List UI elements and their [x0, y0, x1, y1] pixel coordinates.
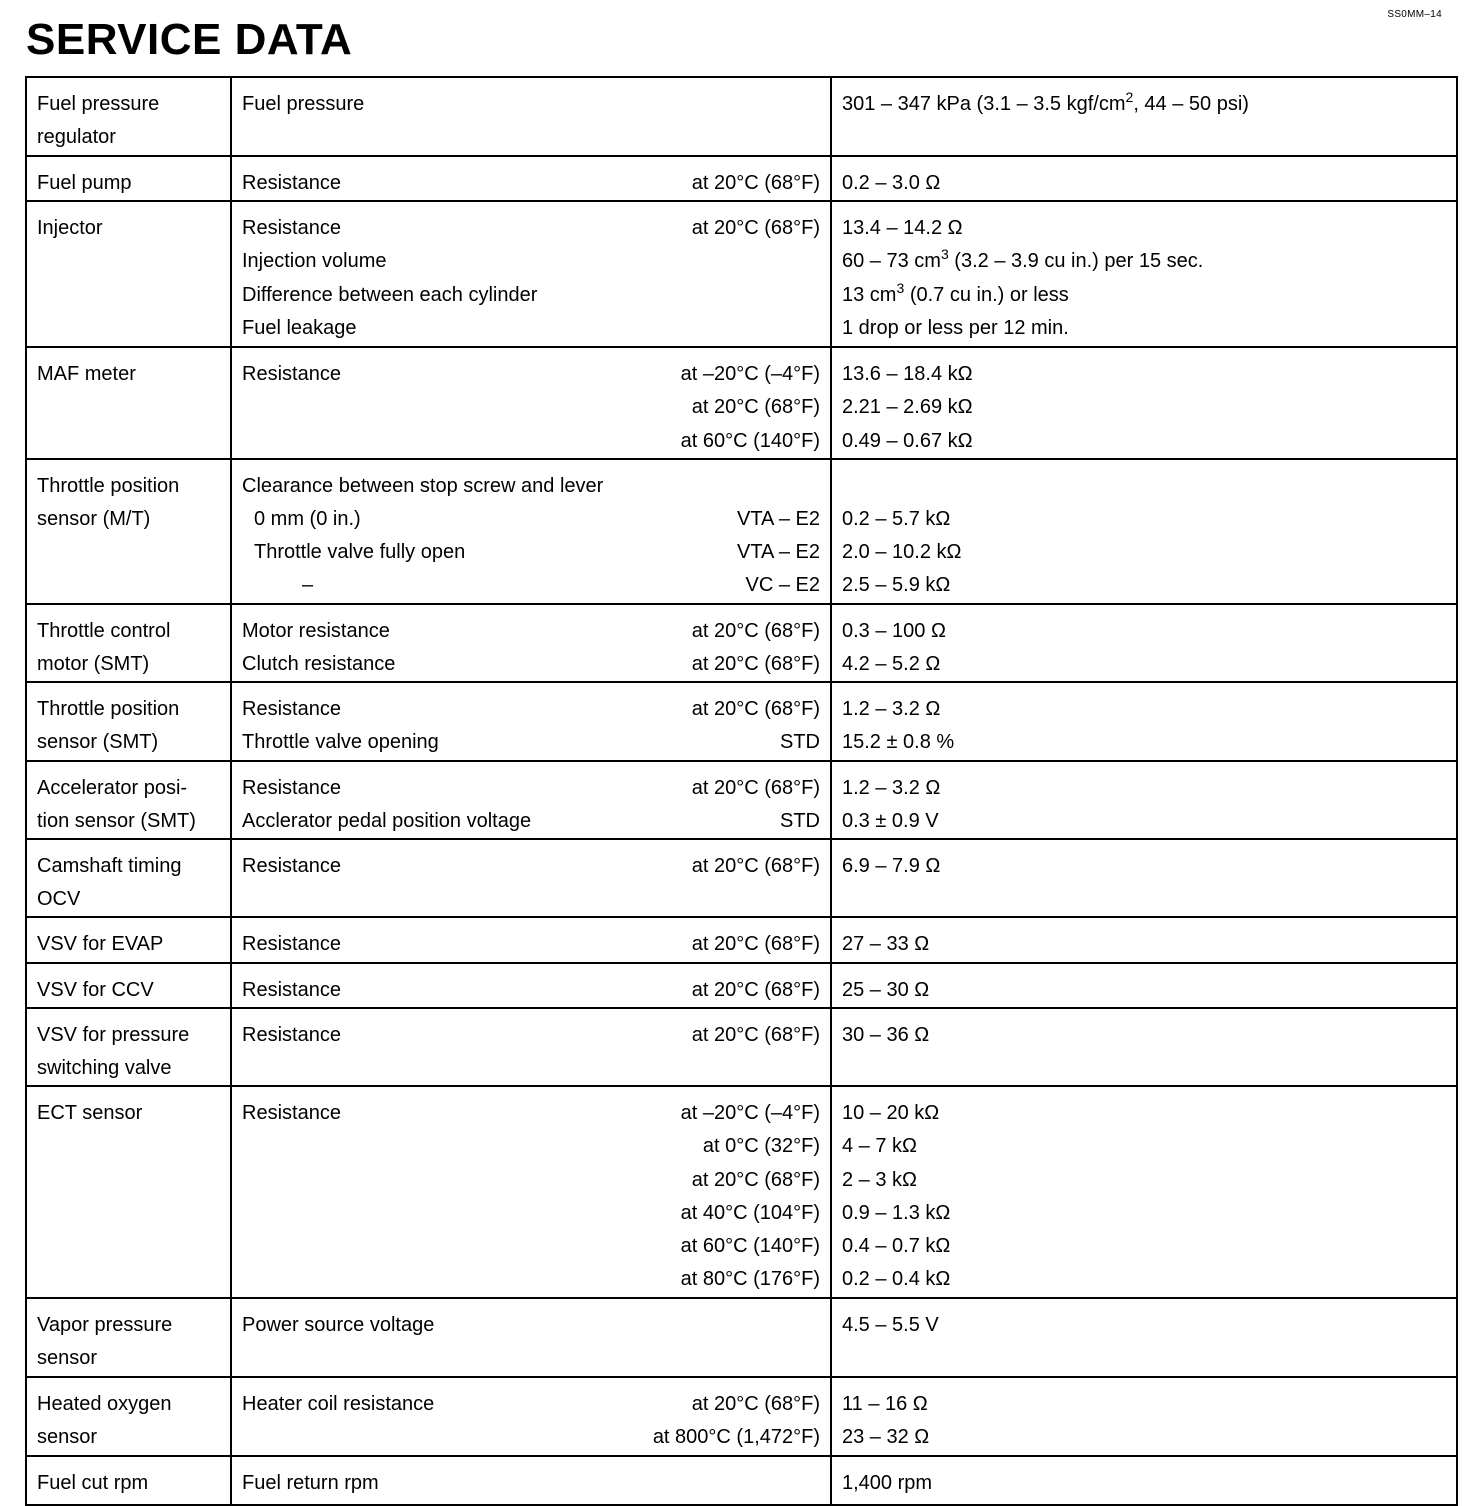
spec-value-text: 0.4 – 0.7 kΩ — [842, 1235, 951, 1258]
spec-value-text: 2.5 – 5.9 kΩ — [842, 574, 951, 597]
spec-value-text: 30 – 36 Ω — [842, 1023, 930, 1046]
item-line — [242, 1230, 820, 1263]
document-code: SS0MM–14 — [1387, 9, 1442, 20]
component-cell — [26, 917, 231, 962]
item-line — [242, 358, 820, 391]
value-cell — [831, 963, 1457, 1008]
item-label: Resistance — [242, 855, 341, 878]
item-condition: at 20°C (68°F) — [691, 933, 820, 956]
spec-value — [842, 805, 1446, 838]
spec-value — [842, 569, 1446, 602]
component-name-line: sensor — [37, 1425, 98, 1448]
spec-value-text: 13.6 – 18.4 kΩ — [842, 363, 973, 386]
page-title: SERVICE DATA — [26, 15, 353, 64]
item-line — [242, 1164, 820, 1197]
table-row — [26, 1377, 1457, 1456]
item-label: Clutch resistance — [242, 653, 396, 676]
component-cell — [26, 761, 231, 839]
item-line — [242, 1019, 820, 1052]
item-cell — [231, 682, 831, 760]
component-name-line: regulator — [37, 126, 116, 149]
table-row — [26, 1008, 1457, 1086]
spec-value — [842, 1164, 1446, 1197]
component-name-line: Vapor pressure — [37, 1314, 173, 1337]
spec-value-text: 13.4 – 14.2 Ω — [842, 217, 963, 240]
item-condition: at 40°C (104°F) — [680, 1201, 820, 1224]
component-cell — [26, 347, 231, 459]
table-row — [26, 1298, 1457, 1376]
spec-value — [842, 245, 1446, 278]
item-label: Clearance between stop screw and lever — [242, 474, 604, 497]
spec-value-text: (0.7 cu in.) or less — [904, 283, 1069, 306]
item-cell — [231, 917, 831, 962]
item-line — [242, 850, 820, 883]
spec-value-text: 0.9 – 1.3 kΩ — [842, 1201, 951, 1224]
item-label: Throttle valve fully open — [254, 541, 466, 564]
item-line — [242, 312, 820, 345]
item-label: Resistance — [242, 978, 341, 1001]
item-condition: at 60°C (140°F) — [680, 429, 820, 452]
item-cell — [231, 604, 831, 682]
spec-value-superscript: 2 — [1125, 89, 1134, 105]
table-row — [26, 347, 1457, 459]
item-label: Resistance — [242, 217, 341, 240]
item-condition: at 80°C (176°F) — [680, 1268, 820, 1291]
item-line — [242, 726, 820, 759]
component-name-line: VSV for pressure — [37, 1023, 190, 1046]
item-cell — [231, 1456, 831, 1505]
component-cell — [26, 1298, 231, 1376]
item-condition: at 20°C (68°F) — [691, 1168, 820, 1191]
item-cell — [231, 77, 831, 156]
component-cell — [26, 201, 231, 347]
item-condition: at –20°C (–4°F) — [680, 363, 820, 386]
table-row — [26, 77, 1457, 156]
value-cell — [831, 1456, 1457, 1505]
item-line — [242, 470, 820, 503]
component-cell — [26, 1377, 231, 1456]
component-cell — [26, 156, 231, 201]
spec-value — [842, 648, 1446, 681]
item-condition: at 20°C (68°F) — [691, 776, 820, 799]
item-label: Motor resistance — [242, 619, 390, 642]
item-label: Resistance — [242, 1102, 341, 1125]
item-condition: at 20°C (68°F) — [691, 1392, 820, 1415]
value-cell — [831, 201, 1457, 347]
value-cell — [831, 1298, 1457, 1376]
value-cell — [831, 839, 1457, 917]
item-line — [242, 245, 820, 278]
spec-value — [842, 279, 1446, 312]
item-line — [242, 425, 820, 458]
service-data-table — [25, 76, 1458, 1506]
spec-value — [842, 1019, 1446, 1052]
spec-value-text: 301 – 347 kPa (3.1 – 3.5 kgf/cm — [842, 93, 1126, 115]
item-cell — [231, 1086, 831, 1298]
table-row — [26, 201, 1457, 347]
spec-value — [842, 772, 1446, 805]
item-line — [242, 391, 820, 424]
component-name-line: motor (SMT) — [37, 653, 150, 676]
spec-value — [842, 503, 1446, 536]
item-cell — [231, 459, 831, 604]
component-name-line: OCV — [37, 888, 81, 911]
spec-value-text: 0.2 – 5.7 kΩ — [842, 508, 951, 531]
spec-value — [842, 391, 1446, 424]
component-name-line: Throttle position — [37, 698, 180, 721]
item-label: Heater coil resistance — [242, 1392, 435, 1415]
spec-value — [842, 974, 1446, 1007]
item-cell — [231, 201, 831, 347]
item-label: 0 mm (0 in.) — [254, 508, 361, 531]
spec-value-text: 0.2 – 3.0 Ω — [842, 172, 941, 194]
item-label: Resistance — [242, 776, 341, 799]
item-line — [242, 1097, 820, 1130]
item-condition: at –20°C (–4°F) — [680, 1102, 820, 1125]
spec-value — [842, 1097, 1446, 1130]
spec-value-text: 4 – 7 kΩ — [842, 1135, 917, 1158]
spec-value — [842, 693, 1446, 726]
item-label: Fuel return rpm — [242, 1471, 379, 1494]
spec-value — [842, 1197, 1446, 1230]
item-condition: at 20°C (68°F) — [691, 217, 820, 240]
component-name-line: Heated oxygen — [37, 1392, 172, 1415]
spec-value-text: 2.0 – 10.2 kΩ — [842, 541, 962, 564]
spec-value — [842, 470, 1446, 503]
spec-value-text: 1.2 – 3.2 Ω — [842, 698, 941, 721]
spec-value-text: 60 – 73 cm — [842, 250, 941, 273]
item-cell — [231, 156, 831, 201]
spec-value-text: 25 – 30 Ω — [842, 978, 930, 1001]
item-line — [242, 1388, 820, 1421]
item-label: Resistance — [242, 933, 341, 956]
spec-value — [842, 1263, 1446, 1296]
spec-value — [842, 358, 1446, 391]
spec-value — [842, 1309, 1446, 1342]
spec-value — [842, 536, 1446, 569]
item-cell — [231, 839, 831, 917]
component-cell — [26, 459, 231, 604]
component-name-line: ECT sensor — [37, 1102, 143, 1125]
spec-value — [842, 167, 1446, 200]
table-row — [26, 604, 1457, 682]
table-row — [26, 917, 1457, 962]
item-condition: at 20°C (68°F) — [691, 978, 820, 1001]
spec-value — [842, 1230, 1446, 1263]
component-name-line: Fuel cut rpm — [37, 1471, 149, 1494]
item-condition: at 20°C (68°F) — [691, 653, 820, 676]
component-cell — [26, 1456, 231, 1505]
item-line — [242, 569, 820, 602]
item-line — [242, 1197, 820, 1230]
table-row — [26, 839, 1457, 917]
table-row — [26, 761, 1457, 839]
item-condition: STD — [780, 809, 820, 832]
component-name-line: Injector — [37, 217, 103, 240]
item-label: Fuel pressure — [242, 93, 365, 115]
spec-value-text: 4.2 – 5.2 Ω — [842, 653, 941, 676]
spec-value-superscript: 3 — [896, 279, 905, 296]
item-condition: at 20°C (68°F) — [691, 1023, 820, 1046]
spec-value-text: 1,400 rpm — [842, 1471, 933, 1494]
item-line — [242, 1467, 820, 1500]
item-cell — [231, 1377, 831, 1456]
item-cell — [231, 1298, 831, 1376]
component-name-line: Throttle control — [37, 619, 171, 642]
component-name-line: VSV for CCV — [37, 978, 154, 1001]
spec-value — [842, 850, 1446, 883]
item-condition: at 60°C (140°F) — [680, 1235, 820, 1258]
item-line — [242, 536, 820, 569]
item-label: Power source voltage — [242, 1314, 435, 1337]
item-line — [242, 648, 820, 681]
table-row — [26, 963, 1457, 1008]
item-condition: at 20°C (68°F) — [691, 855, 820, 878]
component-name-line: sensor — [37, 1347, 98, 1370]
spec-value-text: 2.21 – 2.69 kΩ — [842, 396, 973, 419]
item-line — [242, 772, 820, 805]
table-row — [26, 156, 1457, 201]
value-cell — [831, 682, 1457, 760]
table-row — [26, 459, 1457, 604]
item-cell — [231, 963, 831, 1008]
spec-value — [842, 928, 1446, 961]
item-cell — [231, 1008, 831, 1086]
item-condition: at 0°C (32°F) — [702, 1135, 820, 1158]
spec-value — [842, 425, 1446, 458]
spec-value-text: 23 – 32 Ω — [842, 1425, 930, 1448]
spec-value — [842, 1388, 1446, 1421]
value-cell — [831, 1377, 1457, 1456]
component-name-line: sensor (SMT) — [37, 731, 159, 754]
item-condition: STD — [780, 731, 820, 754]
item-label: Injection volume — [242, 250, 387, 273]
value-cell — [831, 347, 1457, 459]
item-line — [242, 693, 820, 726]
spec-value — [842, 212, 1446, 245]
spec-value-text: 15.2 ± 0.8 % — [842, 731, 955, 754]
spec-value-text: (3.2 – 3.9 cu in.) per 15 sec. — [948, 250, 1204, 273]
component-cell — [26, 839, 231, 917]
component-name-line: switching valve — [37, 1057, 172, 1080]
item-label: Acclerator pedal position voltage — [242, 809, 532, 832]
spec-value — [842, 1467, 1446, 1500]
table-row — [26, 1456, 1457, 1505]
spec-value-text: 11 – 16 Ω — [842, 1392, 928, 1415]
component-name-line: VSV for EVAP — [37, 933, 164, 956]
item-label: Resistance — [242, 363, 341, 386]
item-line — [242, 503, 820, 536]
component-name-line: Throttle position — [37, 474, 180, 497]
component-cell — [26, 682, 231, 760]
item-line — [242, 1130, 820, 1163]
spec-value — [842, 615, 1446, 648]
item-line — [242, 279, 820, 312]
spec-value-superscript: 3 — [940, 246, 949, 263]
value-cell — [831, 459, 1457, 604]
spec-value-text: 4.5 – 5.5 V — [842, 1314, 939, 1337]
item-line — [242, 1309, 820, 1342]
item-condition: at 20°C (68°F) — [691, 619, 820, 642]
spec-value — [842, 312, 1446, 345]
value-cell — [831, 77, 1457, 156]
item-label: Resistance — [242, 1023, 341, 1046]
item-condition: VTA – E2 — [736, 541, 820, 564]
item-cell — [231, 347, 831, 459]
component-cell — [26, 1086, 231, 1298]
item-line — [242, 974, 820, 1007]
spec-value-text: 13 cm — [842, 283, 897, 306]
component-name-line: sensor (M/T) — [37, 508, 151, 531]
spec-value-text: , 44 – 50 psi) — [1133, 93, 1249, 115]
spec-value-text: 1 drop or less per 12 min. — [842, 316, 1069, 339]
value-cell — [831, 761, 1457, 839]
item-line — [242, 167, 820, 200]
spec-value-text: 0.49 – 0.67 kΩ — [842, 429, 973, 452]
component-name-line: Fuel pump — [37, 172, 132, 194]
component-name-line: MAF meter — [37, 363, 136, 386]
spec-value — [842, 1421, 1446, 1454]
item-label: Resistance — [242, 698, 341, 721]
spec-value-text: 27 – 33 Ω — [842, 933, 930, 956]
value-cell — [831, 156, 1457, 201]
item-label: – — [302, 574, 314, 597]
value-cell — [831, 917, 1457, 962]
table-row — [26, 1086, 1457, 1298]
component-name-line: Camshaft timing — [37, 855, 182, 878]
component-name-line: Fuel pressure — [37, 93, 160, 115]
component-cell — [26, 1008, 231, 1086]
spec-value-text: 0.3 ± 0.9 V — [842, 809, 939, 832]
table-row — [26, 682, 1457, 760]
item-condition: VTA – E2 — [736, 508, 820, 531]
spec-value — [842, 726, 1446, 759]
spec-value-text: 1.2 – 3.2 Ω — [842, 776, 941, 799]
item-label: Resistance — [242, 172, 341, 194]
spec-value — [842, 88, 1446, 121]
component-name-line: Accelerator posi- — [37, 776, 188, 799]
item-cell — [231, 761, 831, 839]
spec-value-text: 10 – 20 kΩ — [842, 1102, 940, 1125]
component-cell — [26, 77, 231, 156]
spec-value-text: 2 – 3 kΩ — [842, 1168, 917, 1191]
item-label: Difference between each cylinder — [242, 283, 538, 306]
item-line — [242, 615, 820, 648]
value-cell — [831, 604, 1457, 682]
item-line — [242, 212, 820, 245]
spec-value-text: 6.9 – 7.9 Ω — [842, 855, 941, 878]
item-condition: at 20°C (68°F) — [691, 396, 820, 419]
item-line — [242, 805, 820, 838]
item-condition: VC – E2 — [745, 574, 820, 597]
spec-value-text: 0.3 – 100 Ω — [842, 619, 946, 642]
item-label: Fuel leakage — [242, 316, 357, 339]
item-line — [242, 1421, 820, 1454]
value-cell — [831, 1086, 1457, 1298]
item-condition: at 20°C (68°F) — [691, 698, 820, 721]
component-name-line: tion sensor (SMT) — [37, 809, 196, 832]
item-condition: at 20°C (68°F) — [691, 172, 820, 194]
component-cell — [26, 963, 231, 1008]
spec-value — [842, 1130, 1446, 1163]
item-line — [242, 1263, 820, 1296]
item-condition: at 800°C (1,472°F) — [652, 1425, 820, 1448]
item-line — [242, 88, 820, 121]
component-cell — [26, 604, 231, 682]
spec-value-text: 0.2 – 0.4 kΩ — [842, 1268, 951, 1291]
item-line — [242, 928, 820, 961]
item-label: Throttle valve opening — [242, 731, 439, 754]
value-cell — [831, 1008, 1457, 1086]
